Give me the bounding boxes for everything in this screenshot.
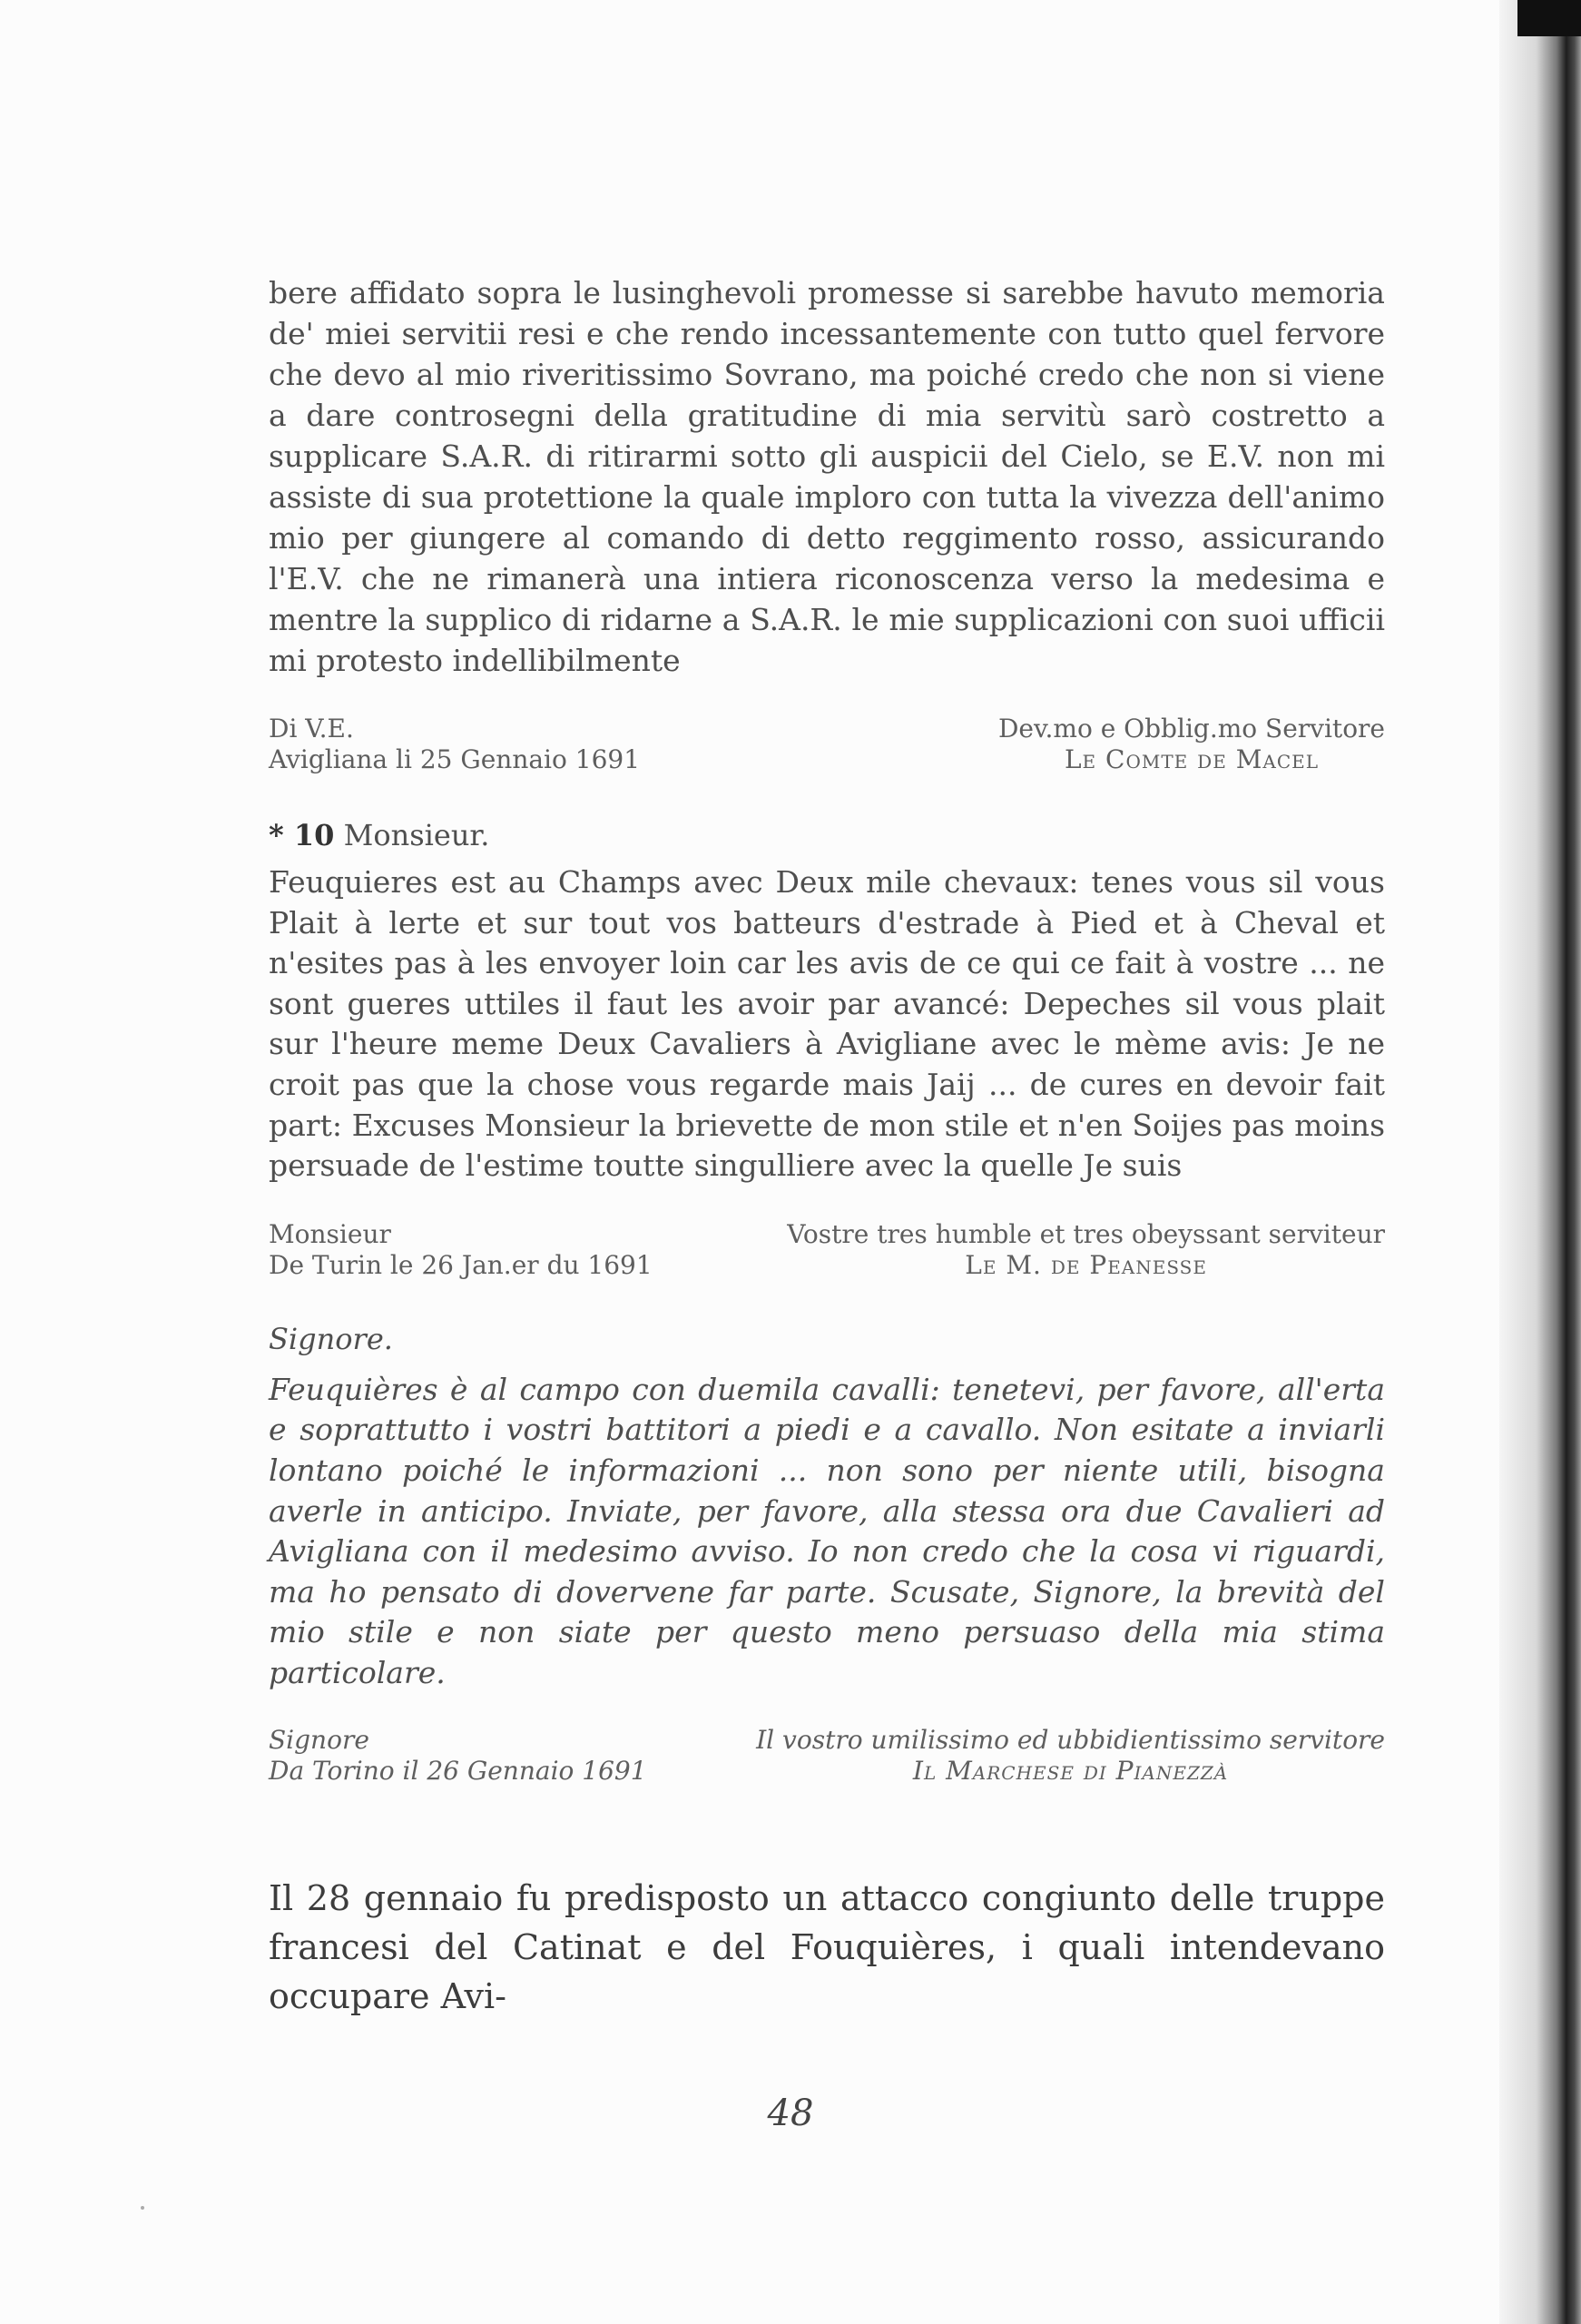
translation-body: Feuquières è al campo con duemila cavalli: tenetevi, per favore, all'erta e soprattutto i vostri battitori a piedi e a cavallo. Non esitate a inviarli lontano poiché le informazioni ... non sono per niente utili, bisogna averle in anticipo. Inviate, per favore, alla stessa ora due Cavalieri ad Avigliana con il medesimo avviso. Io non credo che la cosa vi riguardi, ma ho pensato di dovervene far parte. Scusate, Signore, la brevità del mio stile e non siate per questo meno persuaso della mia stima particolare.: [269, 1371, 1385, 1690]
letter1-closing-left: [269, 714, 640, 775]
letter2-closing-left-1: Monsieur: [269, 1218, 391, 1249]
letter2-closing-right-1: Vostre tres humble et tres obeyssant serviteur: [787, 1218, 1385, 1249]
paper-speck: [141, 2206, 144, 2210]
letter1-closing-right-1: Dev.mo e Obblig.mo Servitore: [997, 714, 1385, 743]
translation-closing-left-2: Da Torino il 26 Gennaio 1691: [269, 1755, 647, 1786]
letter1-signature: Le Comte de Macel: [1064, 744, 1320, 774]
letter2-marker: * 10: [269, 818, 335, 852]
letter2-closing-left: [269, 1219, 653, 1281]
translation-closing-left-1: Signore: [269, 1724, 369, 1755]
page-content: [269, 272, 1385, 2021]
translation-closing: [269, 1725, 1385, 1787]
letter2-closing-right: [787, 1219, 1385, 1281]
book-spine-shadow: [1499, 0, 1581, 2324]
letter1-closing: [269, 714, 1385, 775]
letter2-closing-left-2: De Turin le 26 Jan.er du 1691: [269, 1249, 653, 1280]
letter1-closing-right: [998, 714, 1385, 775]
letter1-body: bere affidato sopra le lusinghevoli promesse si sarebbe havuto memoria de' miei servitii resi e che rendo incessantemente con tutto quel fervore che devo al mio riveritissimo Sovrano, ma poiché credo che non si viene a dare controsegni della gratitudine di mia servitù sarò costretto a supplicare S.A.R. di ritirarmi sotto gli auspicii del Cielo, se E.V. non mi assiste di sua protettione la quale imploro con tutta la vivezza dell'animo mio per giungere al comando di detto reggimento rosso, assicurando l'E.V. che ne rimanerà una intiera riconoscenza verso la medesima e mentre la supplico di ridarne a S.A.R. le mie supplicazioni con suoi ufficii mi protesto indellibilmente: [269, 275, 1385, 678]
narrative-paragraph: Il 28 gennaio fu predisposto un attacco congiunto delle truppe francesi del Catinat e del Fouquières, i quali intendevano occupare Avi-: [269, 1877, 1385, 2016]
letter2-closing: [269, 1219, 1385, 1281]
letter1-closing-left-1: Di V.E.: [269, 714, 354, 743]
translation-salutation: Signore.: [269, 1321, 393, 1356]
letter2-salutation: Monsieur.: [343, 818, 490, 852]
letter1-closing-left-2: Avigliana li 25 Gennaio 1691: [269, 744, 641, 774]
book-spine-edge: [1517, 0, 1581, 36]
translation-closing-right: [756, 1725, 1385, 1787]
page-number: 48: [767, 2093, 814, 2134]
translation-closing-left: [269, 1725, 647, 1787]
letter2-heading: [269, 817, 1385, 853]
translation-signature: Il Marchese di Pianezzà: [912, 1755, 1229, 1786]
translation-closing-right-1: Il vostro umilissimo ed ubbidientissimo servitore: [756, 1724, 1385, 1755]
letter2-signature: Le M. de Peanesse: [965, 1249, 1207, 1280]
letter2-body: Feuquieres est au Champs avec Deux mile chevaux: tenes vous sil vous Plait à lerte et sur tout vos batteurs d'estrade à Pied et à Cheval et n'esites pas à les envoyer loin car les avis de ce qui ce fait à vostre ... ne sont gueres uttiles il faut les avoir par avancé: Depeches sil vous plait sur l'heure meme Deux Cavaliers à Avigliane avec le mème avis: Je ne croit pas que la chose vous regarde mais Jaij ... de cures en devoir fait part: Excuses Monsieur la brievette de mon stile et n'en Soijes pas moins persuade de l'estime toutte singulliere avec la quelle Je suis: [269, 864, 1385, 1184]
